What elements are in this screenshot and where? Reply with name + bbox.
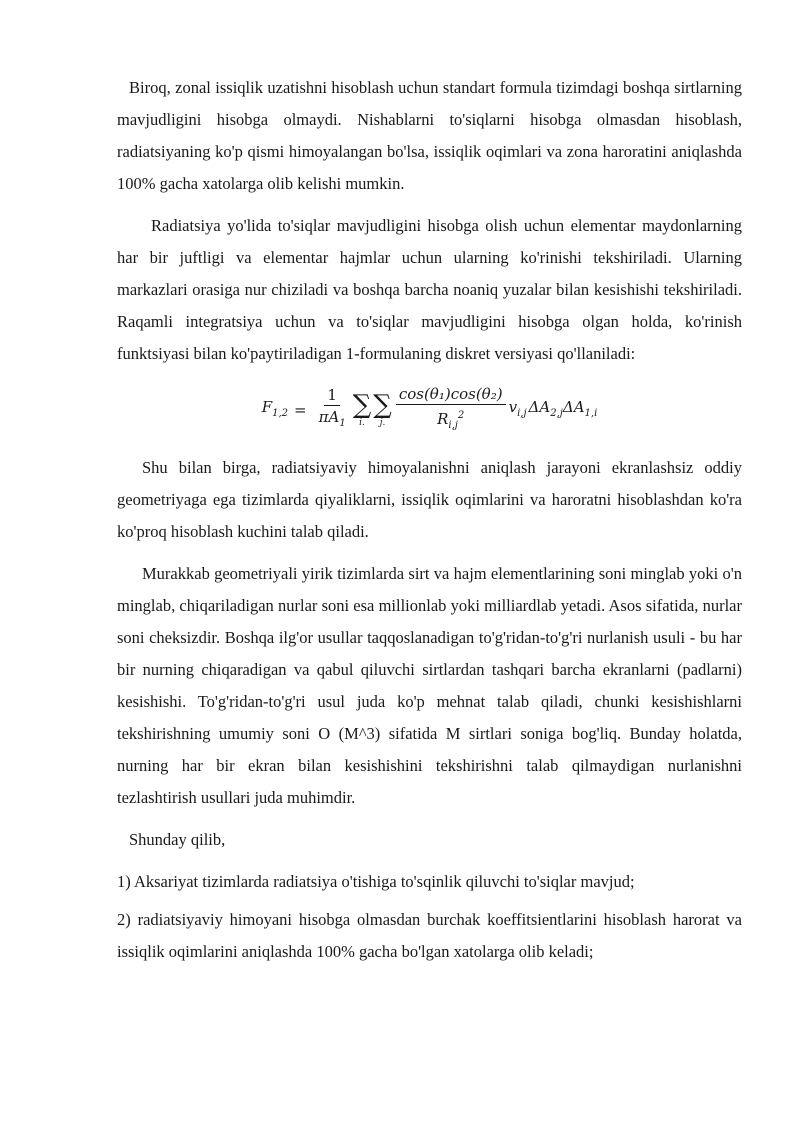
formula-cosine-fraction: $\frac{\text{cos(θ₁)cos(θ₂)}}{R_{i,j}^2}$ [396,384,506,437]
list-item-1: 1) Aksariyat tizimlarda radiatsiya o'tishiga to'sqinlik qiluvchi to'siqlar mavjud; [117,872,635,891]
formula-lhs: $F_{1,2}$ [261,397,289,419]
formula-area-2: $\Delta A_{2,j}$ [528,397,563,419]
document-page [117,72,742,974]
paragraph-4: Murakkab geometriyali yirik tizimlarda sirt va hajm elementlarining soni minglab yoki o'n minglab, chiqariladigan nurlar soni esa millionlab yoki milliardlab yetadi. Asos sifatida, nurlar soni cheksizdir. Boshqa ilg'or usullar taqqoslanadigan to'g'ridan-to'g'ri nurlanish usuli - bu har bir nurning chiqaradigan va qabul qiluvchi sirtlardan tashqari barcha ekranlarni (padlarni) kesishishi. To'g'ridan-to'g'ri usul juda ko'p mehnat talab qiladi, chunki kesishishlarni tekshirishning umumiy soni O (M^3) sifatida M sirtlari soniga bog'liq. Bunday holatda, nurning har bir ekran bilan kesishishini tekshirishni talab qilmaydigan nurlanishni tezlashtirish usullari juda muhimdir. [117,564,742,807]
formula-equals: = [294,401,307,419]
spacer [117,548,742,558]
paragraph-2: Radiatsiya yo'lida to'siqlar mavjudligini hisobga olish uchun elementar maydonlarning har bir juftligi va elementar hajmlar uchun ularning ko'rinishi tekshiriladi. Ularning markazlari orasiga nur chiziladi va boshqa barcha noaniq yuzalar bilan kesishishi tekshiriladi. Raqamli integratsiya uchun va to'siqlar mavjudligini hisobga olgan holda, ko'rinish funktsiyasi bilan ko'paytiriladigan 1-formulaning diskret versiyasi qo'llaniladi: [117,216,742,363]
paragraph-1: Biroq, zonal issiqlik uzatishni hisoblash uchun standart formula tizimdagi boshqa sirtlarning mavjudligini hisobga olmaydi. Nishablarni to'siqlarni hisobga olmasdan hisoblash, radiatsiyaning ko'p qismi himoyalangan bo'lsa, issiqlik oqimlari va zona haroratini aniqlashda 100% gacha xatolarga olib kelishi mumkin. [117,78,742,193]
formula-coefficient: $\frac{1}{\pi A_1}$ [318,386,346,429]
formula-visibility: $v_{i,j}$ [508,397,527,419]
formula-area-1: $\Delta A_{1,i}$ [562,397,598,419]
spacer [117,814,742,824]
paragraph-3: Shu bilan birga, radiatsiyaviy himoyalanishni aniqlash jarayoni ekranlashsiz oddiy geometriyaga ega tizimlarda qiyaliklarni, issiqlik oqimlarini va haroratni hisoblashdan ko'ra ko'proq hisoblash kuchini talab qiladi. [117,458,742,541]
sum-j-symbol: ∑ j. [373,390,392,428]
view-factor-formula [117,374,742,446]
paragraph-5: Shunday qilib, [129,830,226,849]
list-item-2: 2) radiatsiyaviy himoyani hisobga olmasdan burchak koeffitsientlarini hisoblash harorat va issiqlik oqimlarini aniqlashda 100% gacha bo'lgan xatolarga olib keladi; [117,910,742,961]
spacer [117,200,742,210]
sum-i-symbol: ∑ i. [352,390,372,428]
spacer [117,856,742,866]
